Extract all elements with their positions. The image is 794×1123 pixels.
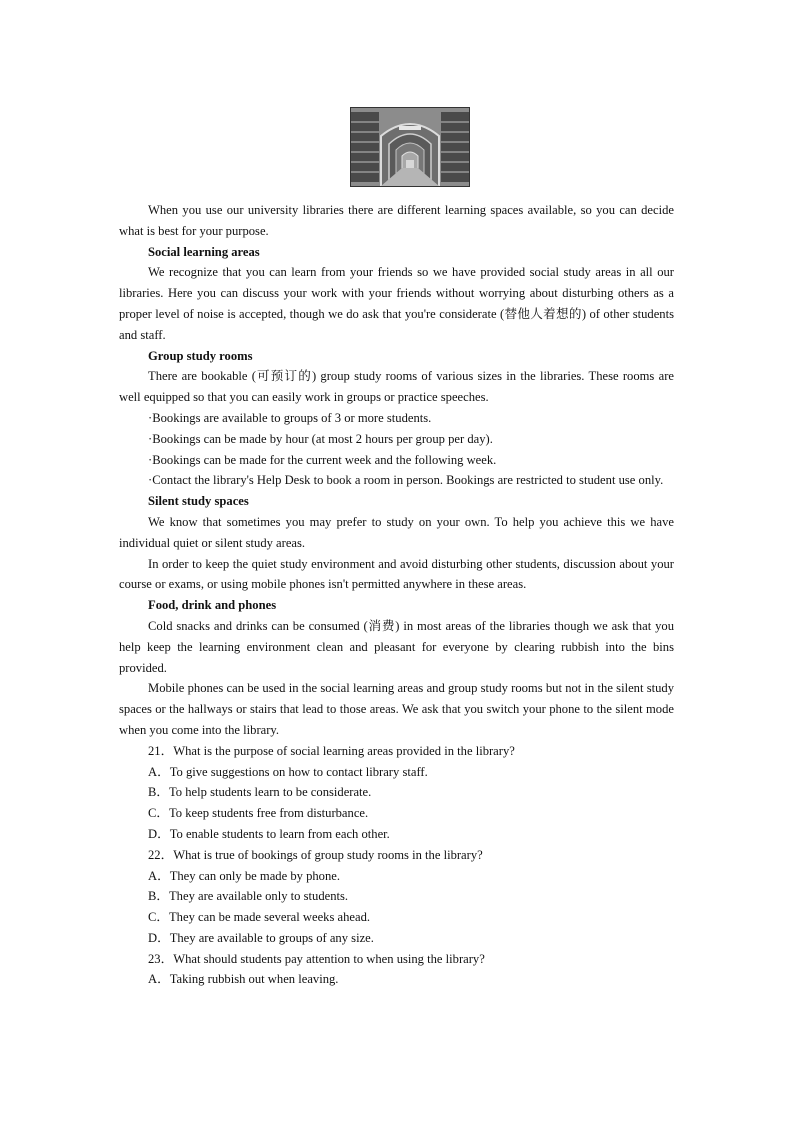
answer-option: D．To enable students to learn from each other.: [148, 826, 390, 841]
answer-option: B．To help students learn to be considerate.: [148, 785, 372, 800]
library-corridor-illustration: [351, 108, 469, 186]
answer-option: C．To keep students free from disturbance.: [148, 806, 369, 821]
group-bullet: ·Bookings can be made for the current week and the following week.: [148, 452, 497, 467]
food-drink-paragraph: Cold snacks and drinks can be consumed (消费) in most areas of the libraries though we ask that you help keep the learning environment clean and pleasant for everyone by clearing rubbish into the bins provided.: [119, 618, 674, 675]
answer-option: D．They are available to groups of any size.: [148, 930, 374, 945]
group-study-paragraph: There are bookable (可预订的) group study rooms of various sizes in the libraries. These rooms are well equipped so that you can easily work in groups or practice speeches.: [119, 369, 674, 405]
passage-and-questions: [119, 200, 674, 990]
heading-food-drink-phones: Food, drink and phones: [148, 598, 277, 613]
silent-study-paragraph: In order to keep the quiet study environment and avoid disturbing other students, discussion about your course or exams, or using mobile phones isn't permitted anywhere in these areas.: [119, 556, 674, 592]
question-stem: 23．What should students pay attention to when using the library?: [148, 951, 485, 966]
intro-paragraph: When you use our university libraries there are different learning spaces available, so you can decide what is best for your purpose.: [119, 203, 674, 238]
silent-study-paragraph: We know that sometimes you may prefer to study on your own. To help you achieve this we have individual quiet or silent study areas.: [119, 514, 674, 550]
group-bullet: ·Bookings are available to groups of 3 or more students.: [148, 410, 432, 425]
answer-option: B．They are available only to students.: [148, 889, 349, 904]
heading-silent-study: Silent study spaces: [148, 494, 249, 509]
heading-group-study: Group study rooms: [148, 348, 253, 363]
group-bullet: ·Bookings can be made by hour (at most 2 hours per group per day).: [148, 431, 493, 446]
answer-option: A．Taking rubbish out when leaving.: [148, 972, 339, 987]
answer-option: C．They can be made several weeks ahead.: [148, 910, 371, 925]
phones-paragraph: Mobile phones can be used in the social learning areas and group study rooms but not in the silent study spaces or the hallways or stairs that lead to those areas. We ask that you switch your phone to the silent mode when you come into the library.: [119, 681, 674, 737]
library-photo: [350, 107, 470, 187]
group-bullet: ·Contact the library's Help Desk to book a room in person. Bookings are restricted to student use only.: [148, 473, 664, 488]
answer-option: A．To give suggestions on how to contact library staff.: [148, 764, 428, 779]
social-learning-paragraph: We recognize that you can learn from your friends so we have provided social study areas in all our libraries. Here you can discuss your work with your friends without worrying about disturbing others as a proper level of noise is accepted, though we do ask that you're considerate (替他人着想的) of other students and staff.: [119, 265, 674, 342]
question-stem: 21．What is the purpose of social learning areas provided in the library?: [148, 743, 515, 758]
answer-option: A．They can only be made by phone.: [148, 868, 340, 883]
question-stem: 22．What is true of bookings of group study rooms in the library?: [148, 847, 483, 862]
heading-social-learning: Social learning areas: [148, 244, 260, 259]
